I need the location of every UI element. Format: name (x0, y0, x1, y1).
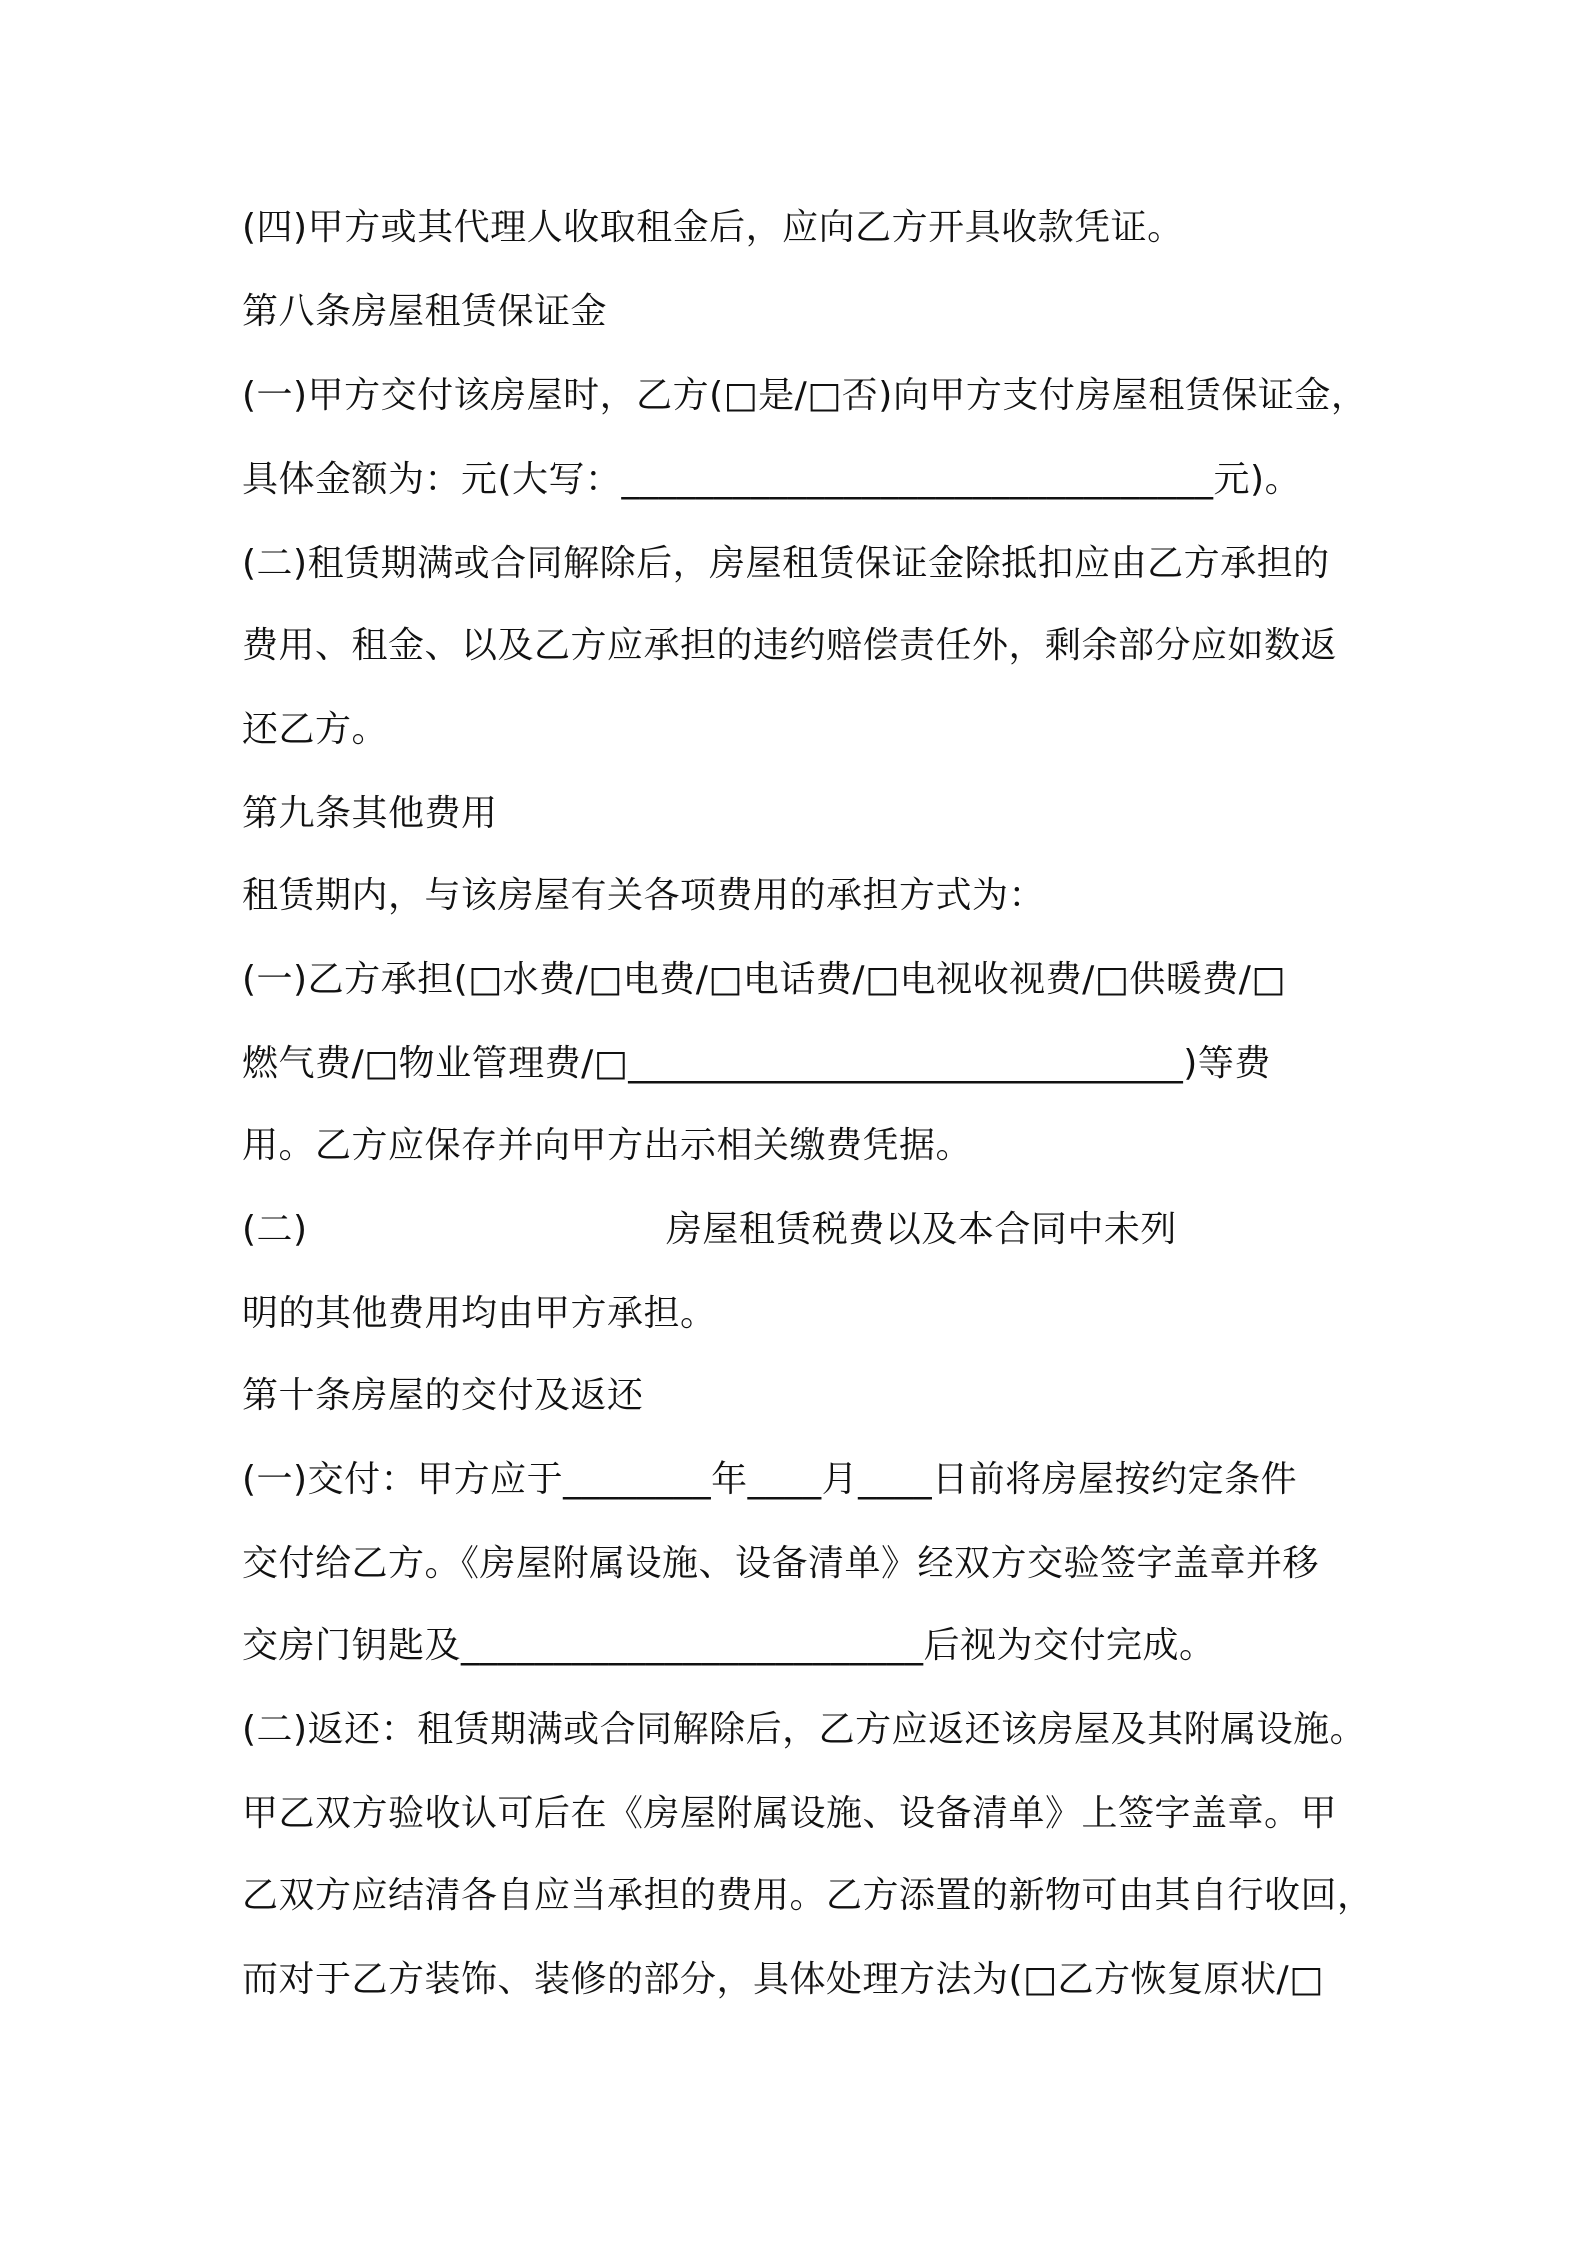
paragraph-1-tenant-fees-cont: 燃气费/□物业管理费/□______________________________)等费 (242, 1043, 1271, 1084)
paragraph-1-tenant-fees: (一)乙方承担(□水费/□电费/□电话费/□电视收视费/□供暖费/□ (242, 959, 1286, 1000)
paragraph-1-delivery-end: 交房门钥匙及_________________________后视为交付完成。 (242, 1625, 1216, 1666)
paragraph-1-tenant-fees-end: 用。乙方应保存并向甲方出示相关缴费凭据。 (242, 1125, 973, 1166)
paragraph-4-receipt: (四)甲方或其代理人收取租金后，应向乙方开具收款凭证。 (242, 207, 1184, 248)
paragraph-2-deposit-refund-cont: 费用、租金、以及乙方应承担的违约赔偿责任外，剩余部分应如数返 (242, 625, 1338, 666)
paragraph-2-return-cont-3: 而对于乙方装饰、装修的部分，具体处理方法为(□乙方恢复原状/□ (242, 1959, 1324, 2000)
paragraph-2-return: (二)返还：租赁期满或合同解除后，乙方应返还该房屋及其附属设施。 (242, 1709, 1367, 1750)
paragraph-2-deposit-refund-end: 还乙方。 (242, 709, 389, 750)
paragraph-1-delivery-cont: 交付给乙方。《房屋附属设施、设备清单》经双方交验签字盖章并移 (242, 1543, 1320, 1584)
paragraph-1-deposit: (一)甲方交付该房屋时，乙方(□是/□否)向甲方支付房屋租赁保证金， (242, 375, 1368, 416)
paragraph-2-return-cont-2: 乙双方应结清各自应当承担的费用。乙方添置的新物可由其自行收回， (242, 1875, 1374, 1916)
heading-article-9: 第九条其他费用 (242, 793, 498, 834)
paragraph-1-deposit-amount: 具体金额为：元(大写：________________________________元)。 (242, 459, 1302, 500)
paragraph-2-landlord-fees-cont: 明的其他费用均由甲方承担。 (242, 1293, 717, 1334)
paragraph-2-deposit-refund: (二)租赁期满或合同解除后，房屋租赁保证金除抵扣应由乙方承担的 (242, 543, 1330, 584)
paragraph-fees-intro: 租赁期内，与该房屋有关各项费用的承担方式为： (242, 875, 1046, 916)
heading-article-10: 第十条房屋的交付及返还 (242, 1375, 644, 1416)
paragraph-1-delivery: (一)交付：甲方应于________年____月____日前将房屋按约定条件 (242, 1459, 1298, 1500)
paragraph-2-return-cont: 甲乙双方验收认可后在《房屋附属设施、设备清单》上签字盖章。甲 (242, 1793, 1338, 1834)
paragraph-2-landlord-fees: (二) 房屋租赁税费以及本合同中未列 (242, 1209, 1177, 1250)
heading-article-8: 第八条房屋租赁保证金 (242, 291, 608, 332)
